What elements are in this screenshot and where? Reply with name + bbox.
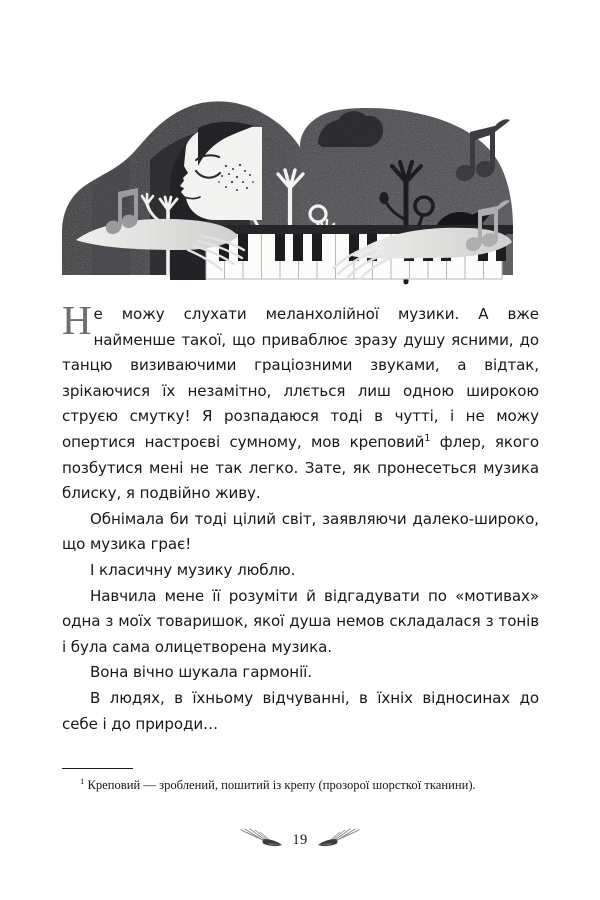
paragraph-1: [62, 297, 539, 507]
folio: [0, 828, 600, 852]
drop-cap: Н: [62, 297, 92, 343]
paragraph-1-tail: флер, якого позбутися мені не так легко. Зате, як пронесеться музика блиску, я подвійно живу.: [62, 432, 539, 503]
page-number: 19: [292, 831, 308, 848]
left-flourish-icon: [239, 828, 285, 852]
chapter-illustration: [0, 70, 600, 285]
body-text: [62, 297, 539, 737]
footnote: [62, 768, 539, 795]
paragraph-1-text: е можу слухати меланхолійної музики. А вже найменше такої, що приваблює зразу душу ясними, до танцю визиваючими граціозними звуками, а відтак, зрікаючися їх незамітно, ллється лиш одною широкою струєю смутку! Я розпадаюся тоді в чутті, і не можу опертися настроєві сумному, мов креповий: [62, 305, 539, 451]
paragraph-3: І класичну музику люблю.: [90, 560, 296, 579]
footnote-body: Креповий — зроблений, пошитий із крепу (прозорої шорсткої тканини).: [87, 778, 476, 792]
paragraph-2: Обнімала би тоді цілий світ, заявляючи далеко-широко, що музика грає!: [62, 509, 539, 554]
footnote-marker: 1: [80, 775, 85, 786]
paragraph-5: Вона вічно шукала гармонії.: [90, 663, 312, 682]
footnote-text: [62, 776, 539, 795]
footnote-rule: [62, 768, 133, 769]
footnote-reference[interactable]: 1: [424, 432, 431, 444]
paragraph-6: В людях, в їхньому відчуванні, в їхніх відносинах до себе і до природи…: [62, 688, 539, 733]
paragraph-4: Навчила мене її розуміти й відгадувати по «мотивах» одна з моїх товаришок, якої душа немов складалася з тонів і була сама олицетворена музика.: [62, 586, 539, 656]
right-flourish-icon: [315, 828, 361, 852]
